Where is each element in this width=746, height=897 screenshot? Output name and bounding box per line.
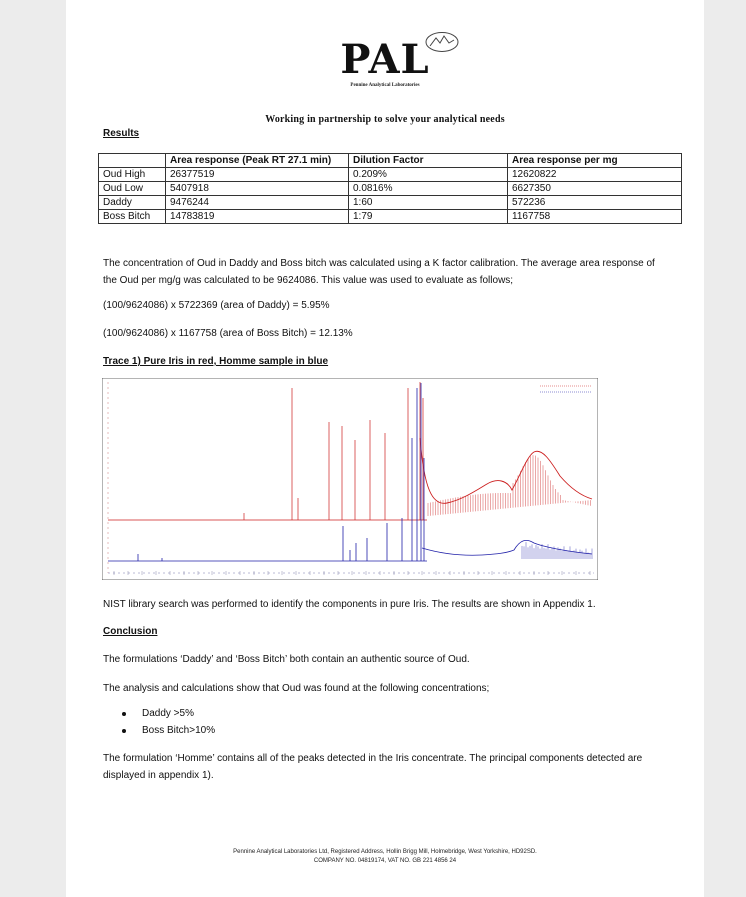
table-cell: 0.209% [349, 168, 508, 182]
table-cell: 5407918 [166, 182, 349, 196]
list-item [122, 722, 215, 739]
table-cell: Oud High [99, 168, 166, 182]
conclusion-heading: Conclusion [103, 626, 158, 637]
table-cell: 1167758 [508, 210, 682, 224]
logo-text: PAL [340, 36, 430, 83]
bullet-icon [122, 729, 126, 733]
table-row [99, 196, 682, 210]
chart-frame [102, 378, 598, 580]
trace-heading: Trace 1) Pure Iris in red, Homme sample in blue [103, 356, 329, 367]
table-cell: Daddy [99, 196, 166, 210]
table-row [99, 182, 682, 196]
tagline: Working in partnership to solve your analytical needs [265, 114, 505, 125]
chromatogram-chart [102, 378, 598, 580]
calculation-paragraph: The concentration of Oud in Daddy and Boss bitch was calculated using a K factor calibration. The average area response of the Oud per mg/g was calculated to be 9624086. This value was used to evaluate as follows; [103, 258, 655, 286]
table-header-cell: Dilution Factor [349, 154, 508, 168]
table-row [99, 168, 682, 182]
table-cell: 26377519 [166, 168, 349, 182]
mountain-emblem-icon [424, 31, 460, 53]
document-page [66, 0, 704, 897]
table-cell: 1:60 [349, 196, 508, 210]
bullet-list [122, 705, 215, 739]
table-cell: Boss Bitch [99, 210, 166, 224]
footer [66, 848, 704, 866]
table-header-cell: Area response per mg [508, 154, 682, 168]
logo-subtitle: Pennine Analytical Laboratories [350, 83, 420, 88]
table-cell: 12620822 [508, 168, 682, 182]
table-cell: 572236 [508, 196, 682, 210]
results-table [98, 153, 682, 224]
logo [66, 36, 704, 83]
table-cell: 1:79 [349, 210, 508, 224]
list-item-text: Boss Bitch>10% [142, 725, 216, 736]
footer-address: Pennine Analytical Laboratories Ltd, Registered Address, Hollin Brigg Mill, Holmebridge, West Yorkshire, HD92SD. [233, 849, 537, 855]
list-item-text: Daddy >5% [142, 708, 194, 719]
nist-paragraph: NIST library search was performed to identify the components in pure Iris. The results are shown in Appendix 1. [103, 599, 596, 610]
table-cell: 14783819 [166, 210, 349, 224]
calculation-boss-bitch: (100/9624086) x 1167758 (area of Boss Bitch) = 12.13% [103, 328, 353, 339]
results-heading: Results [103, 128, 140, 139]
bullet-icon [122, 712, 126, 716]
table-row [99, 210, 682, 224]
footer-company-info: COMPANY NO. 04819174, VAT NO. GB 221 4856 24 [313, 858, 457, 864]
table-cell: 0.0816% [349, 182, 508, 196]
table-cell: Oud Low [99, 182, 166, 196]
conclusion-paragraph-1: The formulations ‘Daddy’ and ‘Boss Bitch’ both contain an authentic source of Oud. [103, 654, 470, 665]
table-cell: 9476244 [166, 196, 349, 210]
list-item [122, 705, 215, 722]
table-header-row [99, 154, 682, 168]
table-cell: 6627350 [508, 182, 682, 196]
table-header-cell: Area response (Peak RT 27.1 min) [166, 154, 349, 168]
conclusion-paragraph-2: The analysis and calculations show that Oud was found at the following concentrations; [103, 683, 490, 694]
calculation-daddy: (100/9624086) x 5722369 (area of Daddy) = 5.95% [103, 300, 330, 311]
conclusion-paragraph-3: The formulation ‘Homme’ contains all of the peaks detected in the Iris concentrate. The principal components detected are displayed in appendix 1). [103, 753, 643, 781]
table-header-cell [99, 154, 166, 168]
